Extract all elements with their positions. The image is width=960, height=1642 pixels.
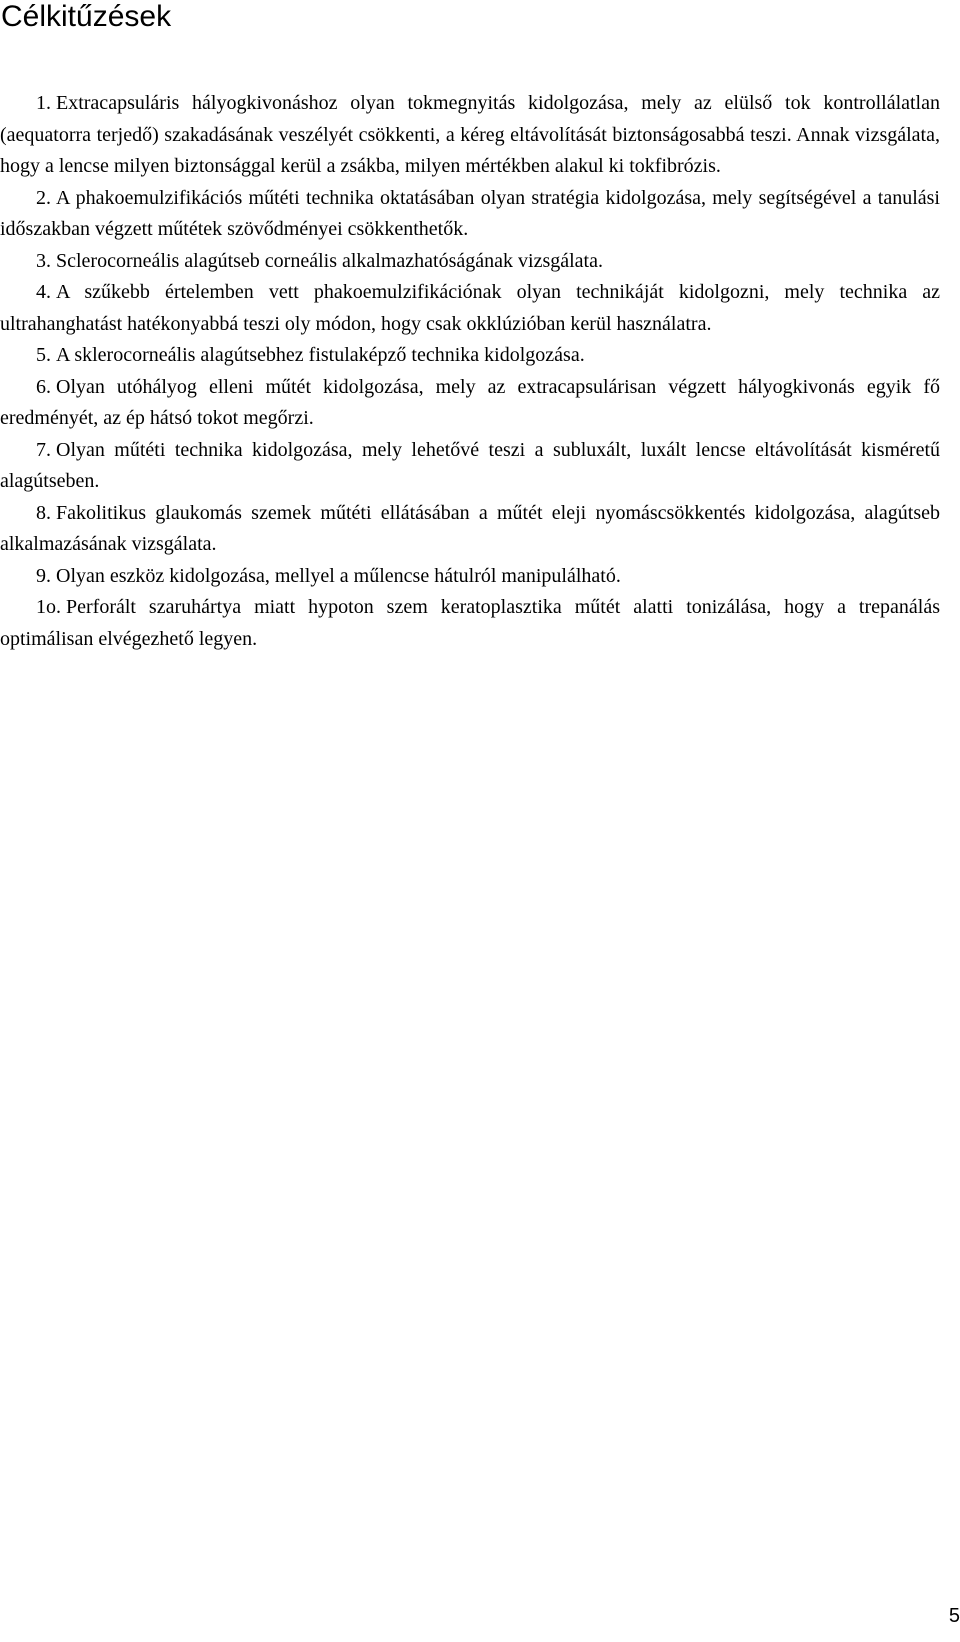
objective-number: 9. bbox=[36, 564, 51, 587]
objective-text: Sclerocorneális alagútseb corneális alkalmazhatóságának vizsgálata. bbox=[56, 249, 603, 272]
objective-text: Olyan műtéti technika kidolgozása, mely lehetővé teszi a subluxált, luxált lencse eltávolítását kisméretű alagútseben. bbox=[0, 438, 940, 492]
objective-item-4 bbox=[0, 277, 940, 340]
objective-item-10 bbox=[0, 592, 940, 655]
objective-item-6 bbox=[0, 372, 940, 435]
objective-text: A szűkebb értelemben vett phakoemulzifikációnak olyan technikáját kidolgozni, mely technika az ultrahanghatást hatékonyabbá teszi oly módon, hogy csak okklúzióban kerül használatra. bbox=[0, 281, 940, 335]
objective-number: 2. bbox=[36, 186, 51, 209]
objective-number: 7. bbox=[36, 438, 51, 461]
objective-number: 1. bbox=[36, 92, 51, 114]
objective-number: 4. bbox=[36, 281, 51, 303]
objective-item-5 bbox=[0, 340, 940, 372]
objective-item-3 bbox=[0, 246, 940, 278]
objective-number: 3. bbox=[36, 249, 51, 272]
objective-text: A phakoemulzifikációs műtéti technika oktatásában olyan stratégia kidolgozása, mely segítségével a tanulási időszakban végzett műtétek szövődményei csökkenthetők. bbox=[0, 186, 940, 240]
objective-item-9 bbox=[0, 561, 940, 593]
objective-number: 1o. bbox=[36, 596, 61, 618]
objective-number: 6. bbox=[36, 375, 51, 398]
objective-text: Fakolitikus glaukomás szemek műtéti ellátásában a műtét eleji nyomáscsökkentés kidolgozása, alagútseb alkalmazásának vizsgálata. bbox=[0, 501, 940, 555]
objective-number: 8. bbox=[36, 501, 51, 524]
objective-text: Extracapsuláris hályogkivonáshoz olyan tokmegnyitás kidolgozása, mely az elülső tok kontrollálatlan (aequatorra terjedő) szakadásának veszélyét csökkenti, a kéreg eltávolítását biztonságosabbá teszi. Annak vizsgálata, hogy a lencse milyen biztonsággal kerül a zsákba, milyen mértékben alakul ki tokfibrózis. bbox=[0, 92, 940, 177]
objective-text: Olyan eszköz kidolgozása, mellyel a műlencse hátulról manipulálható. bbox=[56, 564, 621, 587]
objective-item-7 bbox=[0, 435, 940, 498]
page-title: Célkitűzések bbox=[1, 0, 172, 33]
objectives-list bbox=[0, 88, 940, 655]
objective-text: Perforált szaruhártya miatt hypoton szem keratoplasztika műtét alatti tonizálása, hogy a trepanálás optimálisan elvégezhető legyen. bbox=[0, 596, 940, 650]
objective-text: A sklerocorneális alagútsebhez fistulaképző technika kidolgozása. bbox=[56, 344, 585, 366]
page-number: 5 bbox=[948, 1605, 960, 1627]
objective-item-2 bbox=[0, 183, 940, 246]
objective-item-8 bbox=[0, 498, 940, 561]
objective-number: 5. bbox=[36, 344, 51, 366]
objective-item-1 bbox=[0, 88, 940, 183]
objective-text: Olyan utóhályog elleni műtét kidolgozása, mely az extracapsulárisan végzett hályogkivonás egyik fő eredményét, az ép hátsó tokot megőrzi. bbox=[0, 375, 940, 429]
